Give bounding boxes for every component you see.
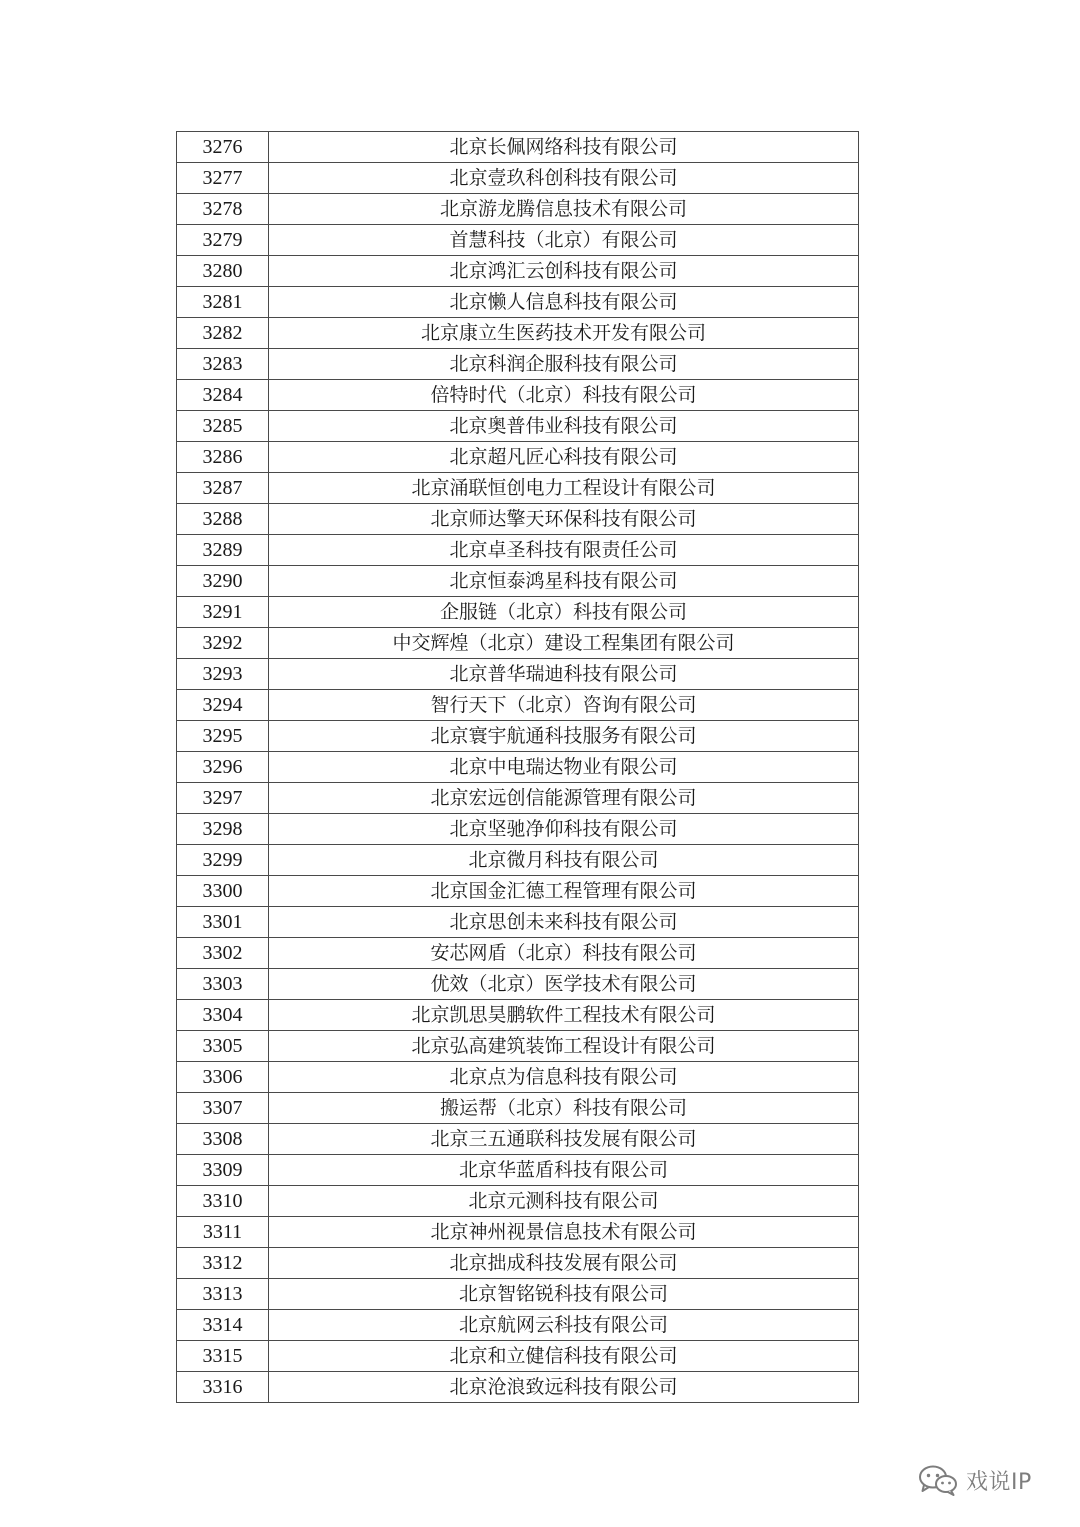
row-number-cell: 3291 (177, 597, 269, 628)
row-number-cell: 3287 (177, 473, 269, 504)
table-row (177, 256, 859, 287)
table-row (177, 845, 859, 876)
row-number-cell: 3285 (177, 411, 269, 442)
company-name-cell: 首慧科技（北京）有限公司 (269, 225, 859, 256)
row-number-cell: 3282 (177, 318, 269, 349)
company-name-cell: 北京微月科技有限公司 (269, 845, 859, 876)
row-number-cell: 3289 (177, 535, 269, 566)
table-row (177, 1031, 859, 1062)
table-row (177, 535, 859, 566)
company-name-cell: 安芯网盾（北京）科技有限公司 (269, 938, 859, 969)
company-name-cell: 智行天下（北京）咨询有限公司 (269, 690, 859, 721)
watermark-text: 戏说IP (966, 1469, 1032, 1495)
row-number-cell: 3313 (177, 1279, 269, 1310)
row-number-cell: 3304 (177, 1000, 269, 1031)
table-row (177, 1093, 859, 1124)
table-row (177, 1341, 859, 1372)
company-name-cell: 北京宏远创信能源管理有限公司 (269, 783, 859, 814)
company-name-cell: 北京卓圣科技有限责任公司 (269, 535, 859, 566)
company-list-table (176, 131, 859, 1403)
row-number-cell: 3306 (177, 1062, 269, 1093)
table-row (177, 1000, 859, 1031)
wechat-icon (918, 1463, 958, 1497)
table-row (177, 783, 859, 814)
row-number-cell: 3283 (177, 349, 269, 380)
row-number-cell: 3294 (177, 690, 269, 721)
table-row (177, 504, 859, 535)
table-row (177, 318, 859, 349)
row-number-cell: 3292 (177, 628, 269, 659)
company-name-cell: 北京点为信息科技有限公司 (269, 1062, 859, 1093)
table-row (177, 969, 859, 1000)
company-name-cell: 北京思创未来科技有限公司 (269, 907, 859, 938)
table-row (177, 1279, 859, 1310)
company-name-cell: 北京懒人信息科技有限公司 (269, 287, 859, 318)
table-row (177, 1217, 859, 1248)
company-name-cell: 北京航网云科技有限公司 (269, 1310, 859, 1341)
company-name-cell: 北京奥普伟业科技有限公司 (269, 411, 859, 442)
row-number-cell: 3309 (177, 1155, 269, 1186)
company-name-cell: 北京智铭锐科技有限公司 (269, 1279, 859, 1310)
company-name-cell: 北京康立生医药技术开发有限公司 (269, 318, 859, 349)
company-name-cell: 北京中电瑞达物业有限公司 (269, 752, 859, 783)
table-row (177, 907, 859, 938)
table-row (177, 1310, 859, 1341)
row-number-cell: 3297 (177, 783, 269, 814)
table-row (177, 442, 859, 473)
company-name-cell: 北京涌联恒创电力工程设计有限公司 (269, 473, 859, 504)
row-number-cell: 3276 (177, 132, 269, 163)
row-number-cell: 3298 (177, 814, 269, 845)
table-row (177, 132, 859, 163)
row-number-cell: 3288 (177, 504, 269, 535)
table-row (177, 876, 859, 907)
table-row (177, 380, 859, 411)
table-row (177, 163, 859, 194)
company-name-cell: 北京超凡匠心科技有限公司 (269, 442, 859, 473)
row-number-cell: 3299 (177, 845, 269, 876)
company-name-cell: 北京元测科技有限公司 (269, 1186, 859, 1217)
table-row (177, 659, 859, 690)
row-number-cell: 3281 (177, 287, 269, 318)
company-name-cell: 北京鸿汇云创科技有限公司 (269, 256, 859, 287)
table-row (177, 194, 859, 225)
table-row (177, 287, 859, 318)
table-row (177, 473, 859, 504)
row-number-cell: 3293 (177, 659, 269, 690)
table-body (177, 132, 859, 1403)
company-name-cell: 北京普华瑞迪科技有限公司 (269, 659, 859, 690)
row-number-cell: 3310 (177, 1186, 269, 1217)
table-row (177, 1124, 859, 1155)
company-name-cell: 北京游龙腾信息技术有限公司 (269, 194, 859, 225)
table-row (177, 1248, 859, 1279)
company-name-cell: 北京沧浪致远科技有限公司 (269, 1372, 859, 1403)
table-row (177, 225, 859, 256)
row-number-cell: 3302 (177, 938, 269, 969)
row-number-cell: 3286 (177, 442, 269, 473)
company-name-cell: 北京弘高建筑装饰工程设计有限公司 (269, 1031, 859, 1062)
row-number-cell: 3280 (177, 256, 269, 287)
row-number-cell: 3316 (177, 1372, 269, 1403)
table-row (177, 690, 859, 721)
table-row (177, 566, 859, 597)
company-name-cell: 北京国金汇德工程管理有限公司 (269, 876, 859, 907)
row-number-cell: 3305 (177, 1031, 269, 1062)
company-name-cell: 北京科润企服科技有限公司 (269, 349, 859, 380)
row-number-cell: 3315 (177, 1341, 269, 1372)
table-row (177, 597, 859, 628)
table-row (177, 628, 859, 659)
table-row (177, 1155, 859, 1186)
company-name-cell: 北京恒泰鸿星科技有限公司 (269, 566, 859, 597)
row-number-cell: 3279 (177, 225, 269, 256)
row-number-cell: 3308 (177, 1124, 269, 1155)
company-name-cell: 北京拙成科技发展有限公司 (269, 1248, 859, 1279)
row-number-cell: 3307 (177, 1093, 269, 1124)
company-name-cell: 北京三五通联科技发展有限公司 (269, 1124, 859, 1155)
company-name-cell: 北京凯思昊鹏软件工程技术有限公司 (269, 1000, 859, 1031)
row-number-cell: 3312 (177, 1248, 269, 1279)
company-name-cell: 北京华蓝盾科技有限公司 (269, 1155, 859, 1186)
table-row (177, 814, 859, 845)
row-number-cell: 3295 (177, 721, 269, 752)
row-number-cell: 3311 (177, 1217, 269, 1248)
company-name-cell: 企服链（北京）科技有限公司 (269, 597, 859, 628)
row-number-cell: 3300 (177, 876, 269, 907)
row-number-cell: 3277 (177, 163, 269, 194)
company-name-cell: 中交辉煌（北京）建设工程集团有限公司 (269, 628, 859, 659)
table-row (177, 721, 859, 752)
watermark (918, 1460, 1032, 1500)
row-number-cell: 3290 (177, 566, 269, 597)
table-row (177, 411, 859, 442)
company-name-cell: 北京神州视景信息技术有限公司 (269, 1217, 859, 1248)
company-name-cell: 北京寰宇航通科技服务有限公司 (269, 721, 859, 752)
table-row (177, 752, 859, 783)
row-number-cell: 3303 (177, 969, 269, 1000)
table-row (177, 1186, 859, 1217)
company-name-cell: 搬运帮（北京）科技有限公司 (269, 1093, 859, 1124)
table-row (177, 1372, 859, 1403)
table-row (177, 349, 859, 380)
company-name-cell: 北京师达擎天环保科技有限公司 (269, 504, 859, 535)
company-name-cell: 北京壹玖科创科技有限公司 (269, 163, 859, 194)
row-number-cell: 3296 (177, 752, 269, 783)
row-number-cell: 3301 (177, 907, 269, 938)
company-name-cell: 北京长佩网络科技有限公司 (269, 132, 859, 163)
company-name-cell: 优效（北京）医学技术有限公司 (269, 969, 859, 1000)
company-name-cell: 北京和立健信科技有限公司 (269, 1341, 859, 1372)
company-name-cell: 北京坚驰净仰科技有限公司 (269, 814, 859, 845)
row-number-cell: 3284 (177, 380, 269, 411)
row-number-cell: 3278 (177, 194, 269, 225)
table-row (177, 1062, 859, 1093)
company-name-cell: 倍特时代（北京）科技有限公司 (269, 380, 859, 411)
table-row (177, 938, 859, 969)
row-number-cell: 3314 (177, 1310, 269, 1341)
